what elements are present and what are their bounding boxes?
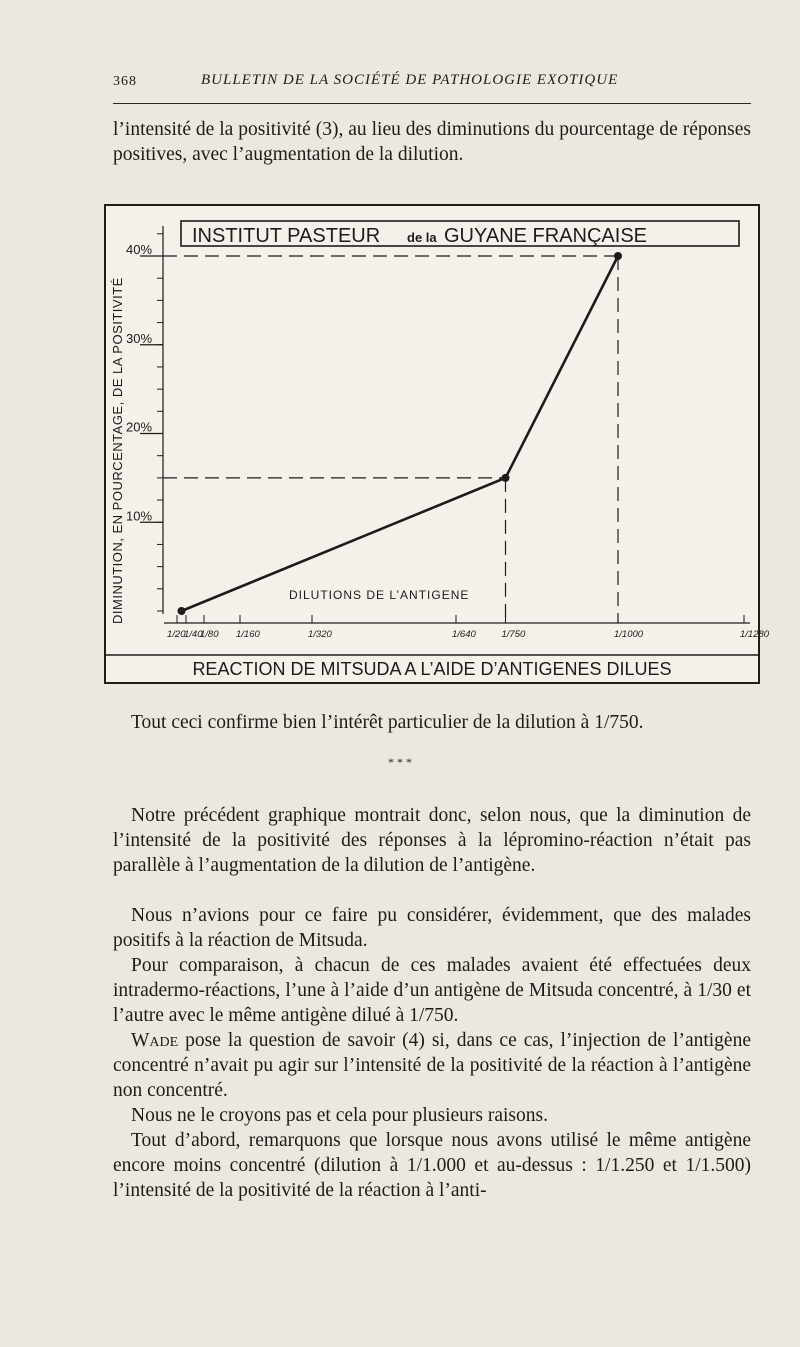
intro-paragraph: l’intensité de la positivité (3), au lieu des diminutions du pourcentage de réponses positives, avec l’augmentation de la dilution. <box>113 119 751 165</box>
title-text-a: INSTITUT PASTEUR <box>192 225 381 247</box>
paragraph-1: Notre précédent graphique montrait donc, selon nous, que la diminution de l’intensité de la positivité des réponses à la lépromino-réaction n’était pas parallèle à l’augmentation de la dilution de l’antigène. <box>113 805 751 876</box>
y-tick-label: 10% <box>126 508 153 524</box>
y-tick-label: 30% <box>126 330 153 346</box>
section-separator: * * * <box>388 755 412 769</box>
x-tick-label: 1/160 <box>236 629 260 640</box>
series-line <box>182 256 619 611</box>
x-tick-label: 1/1000 <box>614 629 644 640</box>
paragraph-2: Nous n’avions pour ce faire pu considérer, évidemment, que des malades positifs à la réaction de Mitsuda. <box>113 905 751 951</box>
data-point <box>178 607 186 615</box>
x-tick-label: 1/1280 <box>740 629 770 640</box>
paragraph-4 <box>113 1028 751 1103</box>
y-tick-label: 40% <box>126 242 153 257</box>
x-tick-label: 1/640 <box>452 629 476 640</box>
x-tick-label: 1/320 <box>308 629 332 640</box>
title-text-b: GUYANE FRANÇAISE <box>444 225 647 247</box>
author-name: Wade <box>131 1030 179 1051</box>
paragraph-6: Tout d’abord, remarquons que lorsque nous avons utilisé le même antigène encore moins concentré (dilution à 1/1.000 et au-dessus : 1/1.250 et 1/1.500) l’intensité de la positivité de la réaction à l’anti- <box>113 1130 751 1201</box>
paragraph-3: Pour comparaison, à chacun de ces malades avaient été effectuées deux intradermo-réactions, l’une à l’aide d’un antigène de Mitsuda concentré, à 1/30 et l’autre avec le même antigène dilué à 1/750. <box>113 955 751 1026</box>
x-tick-label: 1/80 <box>200 629 219 640</box>
paragraph-5: Nous ne le croyons pas et cela pour plusieurs raisons. <box>131 1105 548 1126</box>
paragraph-4-text: pose la question de savoir (4) si, dans ce cas, l’injection de l’antigène concentré n’avait pu agir sur l’intensité de la positivité de la réaction à l’antigène non concentré. <box>113 1030 751 1101</box>
confirm-paragraph: Tout ceci confirme bien l’intérêt particulier de la dilution à 1/750. <box>131 712 644 733</box>
title-text-small: de la <box>407 230 437 245</box>
chart-caption: REACTION DE MITSUDA A L’AIDE D’ANTIGENES DILUES <box>192 659 672 679</box>
y-axis-label: DIMINUTION, EN POURCENTAGE, DE LA POSITIVITÉ <box>110 277 125 624</box>
page-number: 368 <box>113 74 137 89</box>
y-tick-label: 20% <box>126 419 153 435</box>
chart-figure <box>104 204 770 684</box>
x-tick-label: 1/20 <box>167 629 186 640</box>
running-title: BULLETIN DE LA SOCIÉTÉ DE PATHOLOGIE EXOTIQUE <box>201 72 619 88</box>
x-tick-label: 1/40 <box>184 629 203 640</box>
mitsuda-dilution-chart <box>106 206 770 682</box>
x-axis-inner-label: DILUTIONS DE L’ANTIGENE <box>289 588 470 602</box>
header-rule <box>113 103 751 104</box>
x-tick-label: 1/750 <box>501 629 526 640</box>
